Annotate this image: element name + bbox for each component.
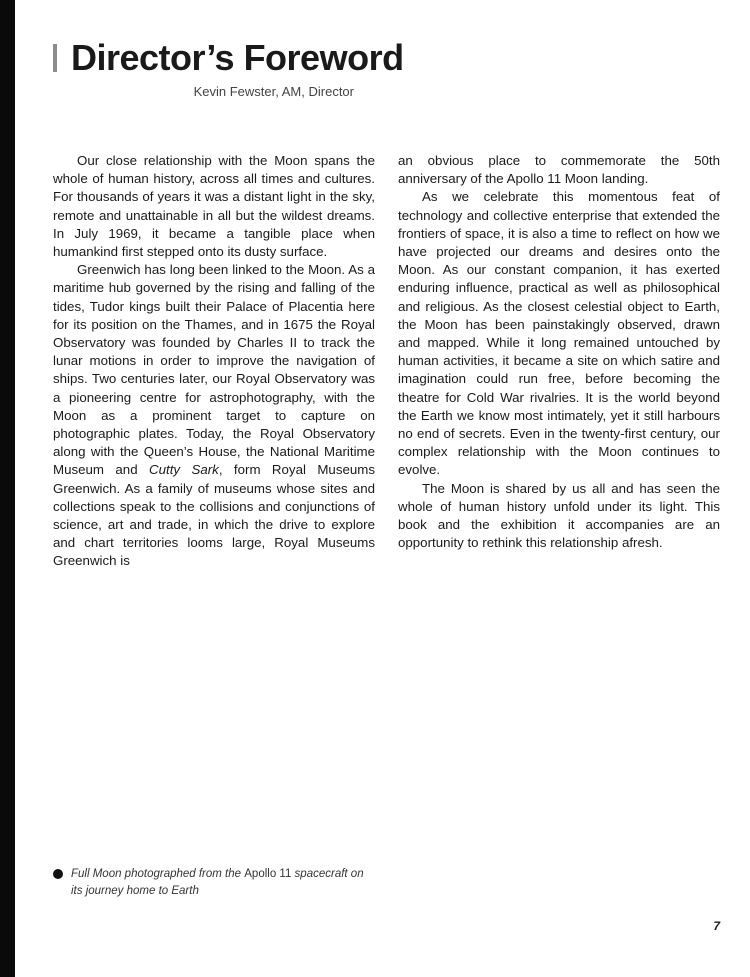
paragraph-3: As we celebrate this momentous feat of technology and collective enterprise that extended the frontiers of space, it is also a time to reflect on how we have projected our dreams and desires onto the Moon. As our constant companion, it has exerted enduring influence, practical as well as philosophical and religious. As the closest celestial object to Earth, the Moon has been painstakingly observed, drawn and mapped. While it long remained untouched by human activities, it became a site on which satire and imagination could run free, before becoming the theatre for Cold War rivalries. It is the world beyond the Earth we know most intimately, yet it still harbours no end of secrets. Even in the twenty-first century, our complex relationship with the Moon continues to evolve. bbox=[398, 189, 720, 478]
title-accent-bar bbox=[53, 44, 57, 72]
paragraph-2-text-a: Greenwich has long been linked to the Moon. As a maritime hub governed by the rising and falling of the tides, Tudor kings built their Palace of Placentia here for its position on the Thames, and in 1675 the Royal Observatory was founded by Charles II to track the lunar motions in order to improve the navigation of ships. Two centuries later, our Royal Observatory was a pioneering centre for astrophotography, with the Moon as a prominent target to capture on photographic plates. Today, the Royal Observatory along with the Queen’s House, the National Maritime Museum and bbox=[53, 262, 375, 478]
paragraph-2-continued: an obvious place to commemorate the 50th anniversary of the Apollo 11 Moon landing. bbox=[398, 153, 720, 187]
page-title: Director’s Foreword bbox=[71, 37, 404, 78]
caption-bullet-icon bbox=[53, 869, 63, 879]
paragraph-4: The Moon is shared by us all and has seen the whole of human history unfold under its light. This book and the exhibition it accompanies are an opportunity to rethink this relationship afresh. bbox=[398, 480, 720, 551]
page-number: 7 bbox=[713, 919, 720, 933]
page-edge-strip bbox=[0, 0, 15, 977]
paragraph-2 bbox=[53, 261, 375, 570]
caption-part-3: spacecraft on its journey home to Earth bbox=[71, 868, 364, 897]
caption-part-2: Apollo 11 bbox=[244, 868, 292, 880]
paragraph-2-text-b: , form Royal Museums Greenwich. As a family of museums whose sites and collections speak to the collisions and conjunctions of science, art and trade, in which the drive to explore and chart territories looms large, Royal Museums Greenwich is bbox=[53, 462, 375, 569]
image-caption bbox=[53, 866, 373, 900]
paragraph-1: Our close relationship with the Moon spans the whole of human history, across all times and cultures. For thousands of years it was a distant light in the sky, remote and unattainable in all but the wildest dreams. In July 1969, it became a tangible place when humankind first stepped onto its dusty surface. bbox=[53, 153, 375, 260]
author-byline: Kevin Fewster, AM, Director bbox=[193, 84, 354, 99]
title-block bbox=[53, 36, 404, 80]
text-column-left bbox=[53, 152, 375, 571]
text-column-right bbox=[398, 152, 720, 552]
paragraph-2-italic: Cutty Sark bbox=[149, 462, 219, 478]
caption-part-1: Full Moon photographed from the bbox=[71, 868, 245, 880]
caption-text bbox=[71, 866, 373, 900]
